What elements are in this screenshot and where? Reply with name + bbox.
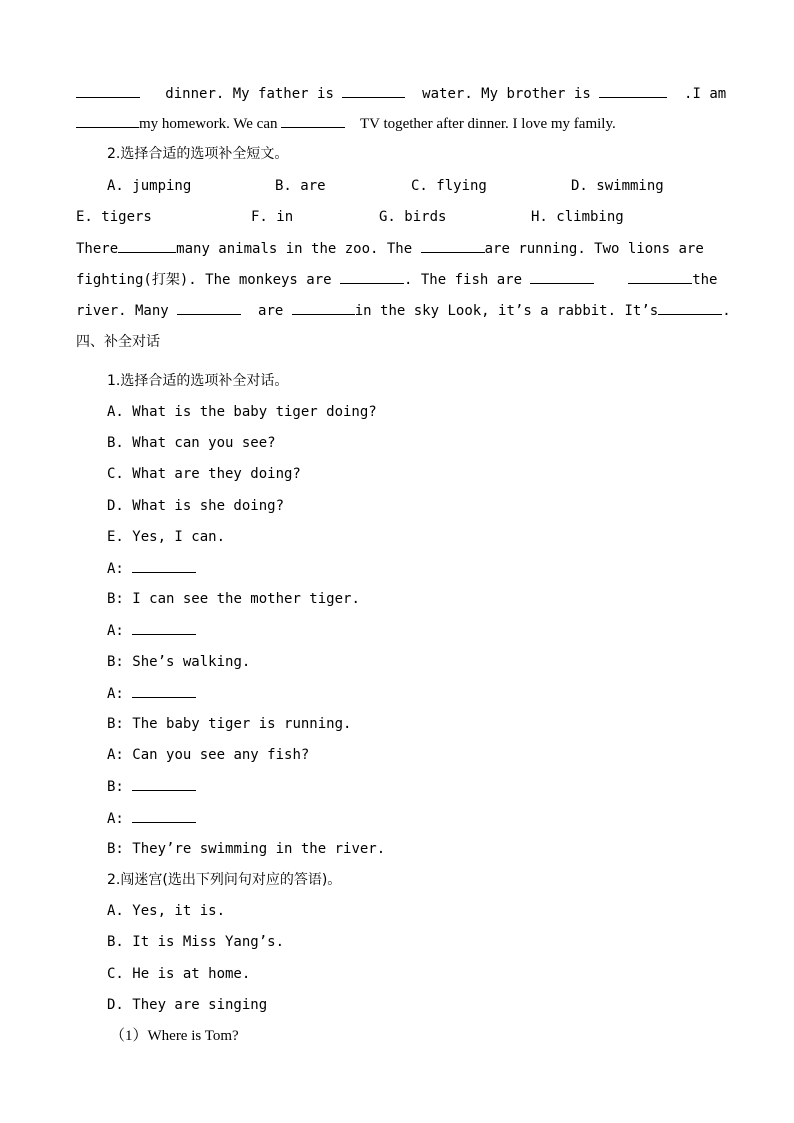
answer-blank[interactable]	[132, 808, 196, 823]
passage-line-2	[76, 113, 616, 134]
dialog-line	[107, 683, 196, 704]
passage-text: .	[722, 303, 731, 319]
speaker-label: B:	[107, 841, 124, 857]
answer-blank[interactable]	[628, 269, 692, 284]
speaker-label: A:	[107, 623, 124, 639]
dialog-option: C. What are they doing?	[107, 466, 301, 482]
passage-text: river. Many	[76, 303, 169, 319]
answer-blank[interactable]	[132, 620, 196, 635]
option-a: A. jumping	[107, 178, 192, 194]
passage-text: many animals in the zoo. The	[176, 241, 413, 257]
maze-question: （1）Where is Tom?	[110, 1028, 239, 1044]
dialog-line	[107, 714, 351, 734]
answer-blank[interactable]	[342, 83, 405, 98]
option-g: G. birds	[379, 209, 447, 225]
dialog-line	[107, 652, 250, 672]
zoo-line-2	[76, 269, 717, 290]
dialog-text: I can see the mother tiger.	[132, 591, 360, 607]
maze-option: B. It is Miss Yang’s.	[107, 934, 285, 950]
passage-text: water. My brother is	[422, 86, 591, 102]
passage-text: the	[692, 272, 718, 288]
zoo-line-1	[76, 238, 704, 259]
answer-blank[interactable]	[340, 269, 404, 284]
question-heading: 2.闯迷宫(选出下列问句对应的答语)。	[107, 872, 342, 888]
option-d: D. swimming	[571, 178, 664, 194]
answer-blank[interactable]	[132, 776, 196, 791]
option-e: E. tigers	[76, 209, 152, 225]
passage-text: dinner. My father is	[165, 86, 334, 102]
zoo-line-3	[76, 300, 731, 321]
answer-blank[interactable]	[281, 113, 345, 128]
option-h: H. climbing	[531, 209, 624, 225]
passage-text: are running. Two lions are	[484, 241, 704, 257]
answer-blank[interactable]	[76, 113, 139, 128]
section-heading: 2.选择合适的选项补全短文。	[107, 146, 289, 162]
dialog-option: A. What is the baby tiger doing?	[107, 404, 377, 420]
answer-blank[interactable]	[421, 238, 485, 253]
speaker-label: B:	[107, 716, 124, 732]
passage-text: TV together after dinner. I love my family.	[359, 116, 616, 132]
passage-text: There	[76, 241, 119, 257]
passage-text: fighting(打架). The monkeys are	[76, 272, 332, 288]
option-f: F. in	[251, 209, 294, 225]
answer-blank[interactable]	[530, 269, 594, 284]
maze-option: D. They are singing	[107, 997, 268, 1013]
passage-text: my homework. We can	[139, 116, 278, 132]
passage-text: .I am	[684, 86, 727, 102]
dialog-line	[107, 558, 196, 579]
passage-text: are	[258, 303, 284, 319]
dialog-line	[107, 745, 309, 765]
dialog-option: D. What is she doing?	[107, 498, 285, 514]
passage-line-1	[76, 83, 726, 104]
answer-blank[interactable]	[177, 300, 241, 315]
dialog-option: B. What can you see?	[107, 435, 276, 451]
speaker-label: A:	[107, 561, 124, 577]
speaker-label: B:	[107, 779, 124, 795]
speaker-label: B:	[107, 654, 124, 670]
passage-text: . The fish are	[404, 272, 523, 288]
dialog-line	[107, 589, 360, 609]
answer-blank[interactable]	[132, 683, 196, 698]
dialog-line	[107, 808, 196, 829]
answer-blank[interactable]	[599, 83, 667, 98]
question-heading: 1.选择合适的选项补全对话。	[107, 373, 289, 389]
speaker-label: A:	[107, 686, 124, 702]
dialog-line	[107, 839, 385, 859]
part-heading: 四、补全对话	[76, 334, 160, 350]
speaker-label: B:	[107, 591, 124, 607]
speaker-label: A:	[107, 811, 124, 827]
answer-blank[interactable]	[76, 83, 140, 98]
answer-blank[interactable]	[658, 300, 722, 315]
dialog-text: They’re swimming in the river.	[132, 841, 386, 857]
dialog-text: She’s walking.	[132, 654, 251, 670]
dialog-text: The baby tiger is running.	[132, 716, 352, 732]
answer-blank[interactable]	[292, 300, 355, 315]
speaker-label: A:	[107, 747, 124, 763]
dialog-line	[107, 620, 196, 641]
maze-option: C. He is at home.	[107, 966, 251, 982]
answer-blank[interactable]	[132, 558, 196, 573]
dialog-line	[107, 776, 196, 797]
passage-text: in the sky Look, it’s a rabbit. It’s	[354, 303, 659, 319]
dialog-text: Can you see any fish?	[132, 747, 310, 763]
option-c: C. flying	[411, 178, 487, 194]
answer-blank[interactable]	[118, 238, 176, 253]
option-b: B. are	[275, 178, 326, 194]
dialog-option: E. Yes, I can.	[107, 529, 226, 545]
maze-option: A. Yes, it is.	[107, 903, 226, 919]
